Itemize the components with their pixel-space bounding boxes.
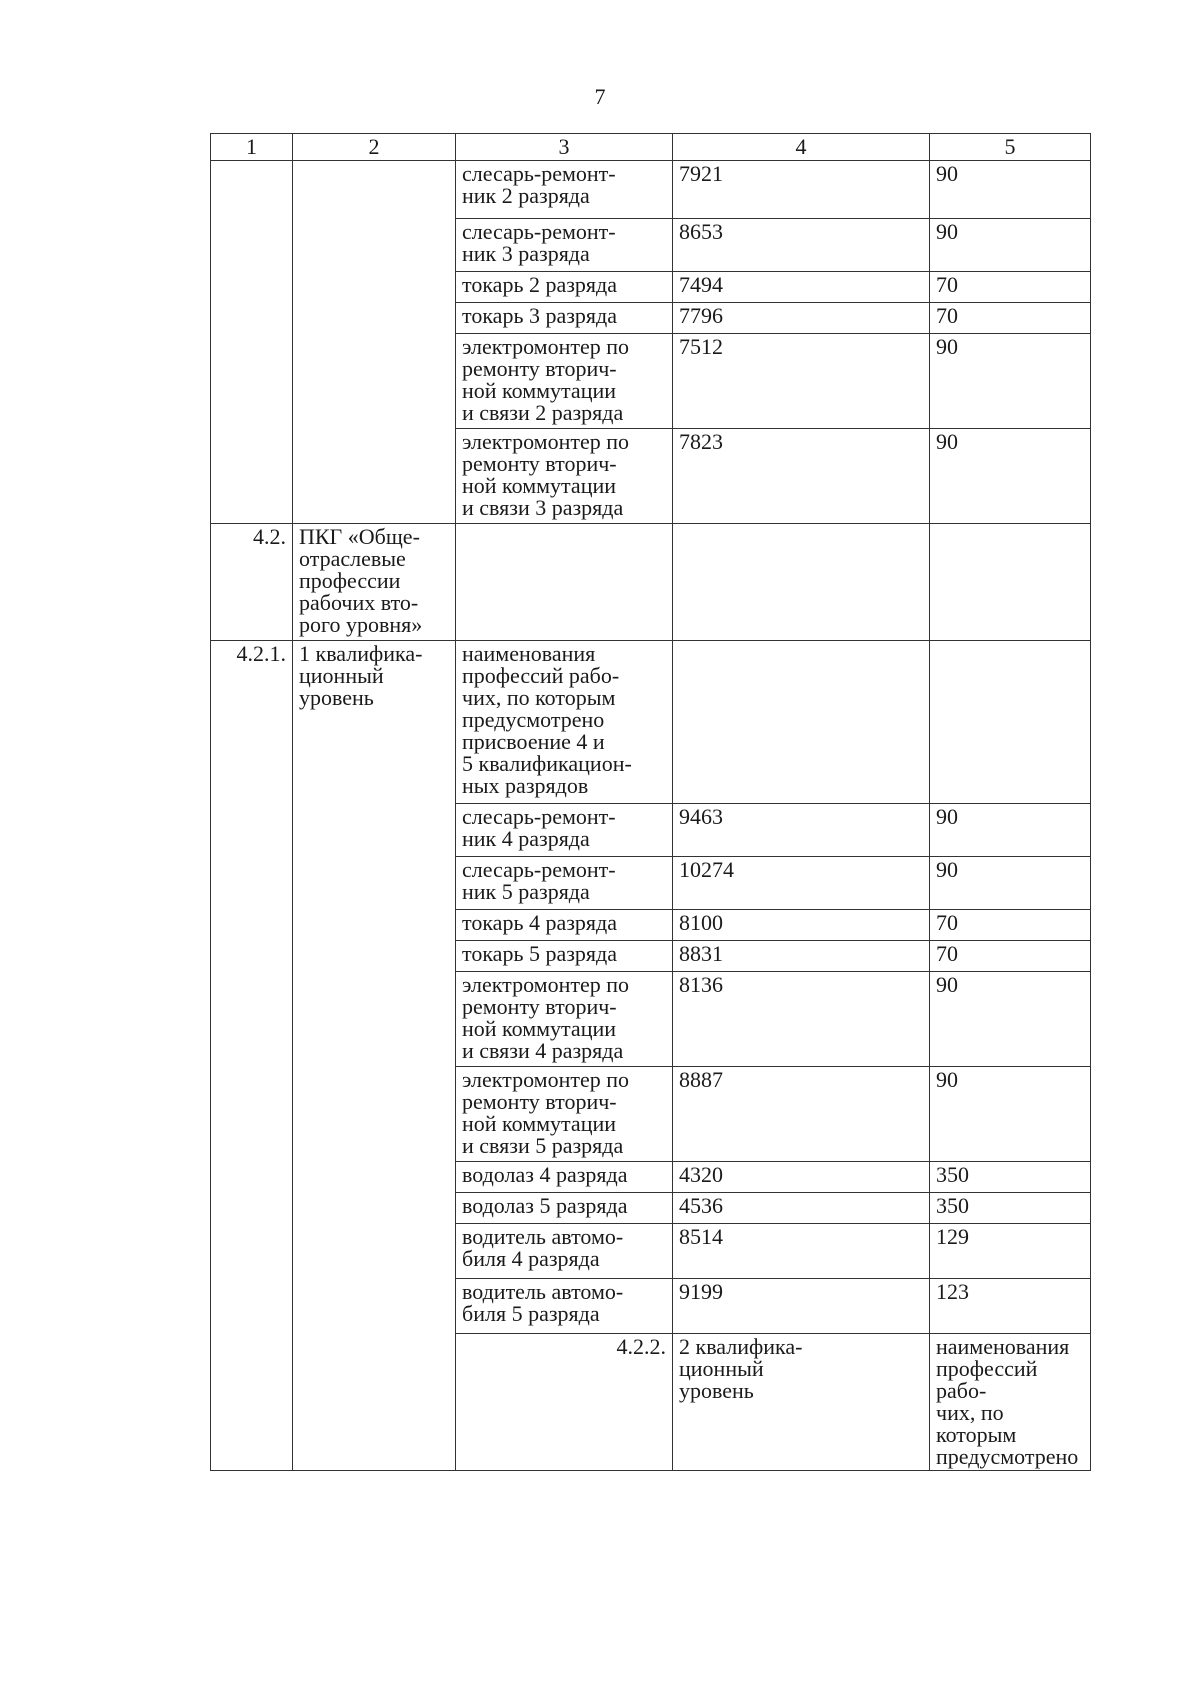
profession-cell: электромонтер по ремонту вторич- ной коммутации и связи 4 разряда — [456, 972, 673, 1067]
page-number: 7 — [594, 84, 606, 109]
wage-table — [210, 133, 1091, 1471]
profession-cell: токарь 4 разряда — [456, 910, 673, 941]
header-cell: 2 — [293, 134, 456, 161]
value-cell: 9463 — [673, 804, 930, 857]
value-cell: 70 — [930, 303, 1091, 334]
value-cell — [673, 524, 930, 641]
group-name-cell: 2 квалифика- ционный уровень — [673, 1334, 930, 1471]
value-cell: 90 — [930, 857, 1091, 910]
value-cell — [930, 524, 1091, 641]
header-cell: 4 — [673, 134, 930, 161]
value-cell: 8887 — [673, 1067, 930, 1162]
profession-cell: электромонтер по ремонту вторич- ной коммутации и связи 2 разряда — [456, 334, 673, 429]
value-cell: 90 — [930, 161, 1091, 219]
header-cell: 5 — [930, 134, 1091, 161]
profession-cell: водолаз 5 разряда — [456, 1193, 673, 1224]
profession-cell: слесарь-ремонт- ник 5 разряда — [456, 857, 673, 910]
profession-cell: слесарь-ремонт- ник 4 разряда — [456, 804, 673, 857]
row-number-cell: 4.2.2. — [456, 1334, 673, 1471]
value-cell: 9199 — [673, 1279, 930, 1334]
table-row — [211, 641, 1091, 804]
profession-cell: водолаз 4 разряда — [456, 1162, 673, 1193]
table-row — [211, 524, 1091, 641]
header-cell: 1 — [211, 134, 293, 161]
value-cell: 8831 — [673, 941, 930, 972]
value-cell: 90 — [930, 1067, 1091, 1162]
value-cell: 350 — [930, 1193, 1091, 1224]
value-cell: 8136 — [673, 972, 930, 1067]
value-cell: 70 — [930, 941, 1091, 972]
value-cell: 10274 — [673, 857, 930, 910]
value-cell: 7494 — [673, 272, 930, 303]
table-row — [211, 161, 1091, 219]
value-cell: 123 — [930, 1279, 1091, 1334]
value-cell — [673, 641, 930, 804]
value-cell: 70 — [930, 910, 1091, 941]
value-cell: 7512 — [673, 334, 930, 429]
value-cell: 7823 — [673, 429, 930, 524]
header-cell: 3 — [456, 134, 673, 161]
value-cell: 90 — [930, 972, 1091, 1067]
header-row — [211, 134, 1091, 161]
value-cell: 129 — [930, 1224, 1091, 1279]
value-cell: 90 — [930, 429, 1091, 524]
group-name-cell: ПКГ «Обще- отраслевые профессии рабочих вто- рого уровня» — [293, 524, 456, 641]
value-cell: 4320 — [673, 1162, 930, 1193]
profession-cell — [456, 524, 673, 641]
value-cell: 8514 — [673, 1224, 930, 1279]
value-cell: 350 — [930, 1162, 1091, 1193]
profession-cell: слесарь-ремонт- ник 2 разряда — [456, 161, 673, 219]
profession-cell: токарь 2 разряда — [456, 272, 673, 303]
profession-cell: электромонтер по ремонту вторич- ной коммутации и связи 3 разряда — [456, 429, 673, 524]
value-cell: 8653 — [673, 219, 930, 272]
value-cell — [930, 641, 1091, 804]
row-number-cell: 4.2.1. — [211, 641, 293, 1471]
row-number-cell: 4.2. — [211, 524, 293, 641]
group-name-cell: 1 квалифика- ционный уровень — [293, 641, 456, 1471]
profession-cell: наименования профессий рабо- чих, по которым предусмотрено присвоение 4 и 5 квалификацион- ных разрядов — [456, 641, 673, 804]
value-cell: 90 — [930, 804, 1091, 857]
value-cell: 7796 — [673, 303, 930, 334]
row-number-cell — [211, 161, 293, 524]
value-cell: 8100 — [673, 910, 930, 941]
group-name-cell — [293, 161, 456, 524]
value-cell: 90 — [930, 334, 1091, 429]
profession-cell: токарь 3 разряда — [456, 303, 673, 334]
profession-cell: электромонтер по ремонту вторич- ной коммутации и связи 5 разряда — [456, 1067, 673, 1162]
profession-cell: водитель автомо- биля 4 разряда — [456, 1224, 673, 1279]
value-cell: 70 — [930, 272, 1091, 303]
profession-cell: водитель автомо- биля 5 разряда — [456, 1279, 673, 1334]
value-cell: 7921 — [673, 161, 930, 219]
value-cell: 90 — [930, 219, 1091, 272]
profession-cell: наименования профессий рабо- чих, по которым предусмотрено — [930, 1334, 1091, 1471]
profession-cell: слесарь-ремонт- ник 3 разряда — [456, 219, 673, 272]
profession-cell: токарь 5 разряда — [456, 941, 673, 972]
value-cell: 4536 — [673, 1193, 930, 1224]
